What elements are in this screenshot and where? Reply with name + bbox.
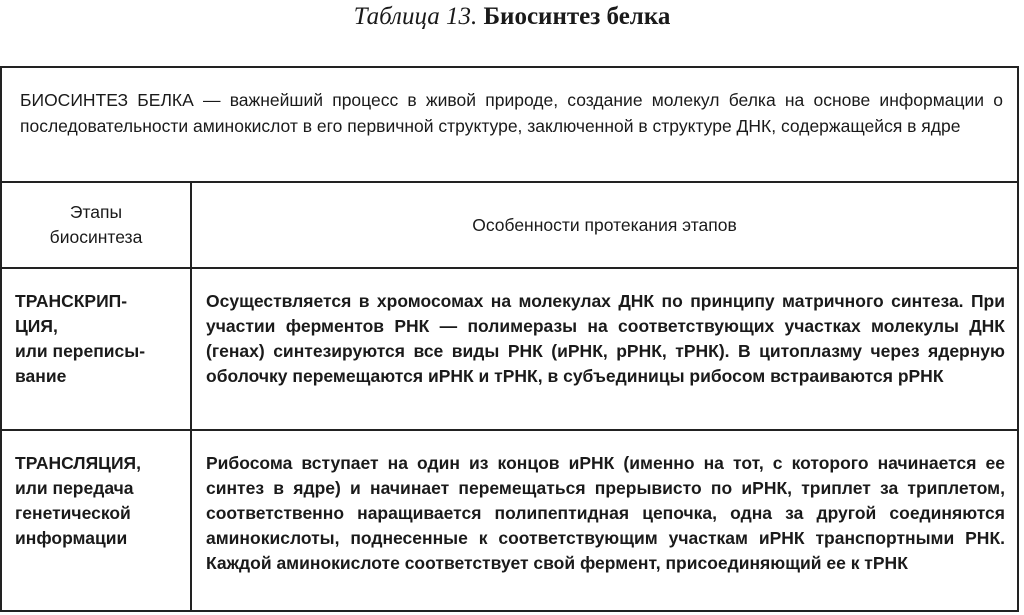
header-stages-cell	[2, 183, 192, 267]
table-header-row	[2, 183, 1017, 269]
table-title: Биосинтез белка	[483, 3, 671, 30]
stage-name-cell	[2, 431, 192, 610]
stage-description-cell	[192, 269, 1017, 429]
biosynthesis-table	[0, 66, 1019, 612]
page-title	[0, 0, 1024, 32]
stage-description-cell	[192, 431, 1017, 610]
header-features-cell	[192, 183, 1017, 267]
stage-name-transcription: ТРАНСКРИП- ЦИЯ, или переписы- вание	[15, 291, 146, 386]
stage-name-translation: ТРАНСЛЯЦИЯ, или передача генетической информации	[15, 453, 141, 548]
table-row-translation	[2, 431, 1017, 610]
stage-name-cell	[2, 269, 192, 429]
table-number: Таблица 13.	[353, 3, 478, 30]
stage-description-transcription: Осуществляется в хромосомах на молекулах ДНК по принципу матричного синтеза. При участии ферментов РНК — полимеразы на соответствующих участках молекулы ДНК (генах) синтезируются все виды РНК (иРНК, рРНК, тРНК). В цитоплазму через ядерную оболочку перемещаются иРНК и тРНК, в субъединицы рибосом встраиваются рРНК	[206, 291, 1005, 386]
header-stages-label: Этапы биосинтеза	[49, 202, 143, 247]
intro-definition: БИОСИНТЕЗ БЕЛКА — важнейший процесс в живой природе, создание молекул белка на основе информации о последовательности аминокислот в его первичной структуре, заключенной в структуре ДНК, содержащейся в ядре	[2, 68, 1017, 183]
stage-description-translation: Рибосома вступает на один из концов иРНК (именно на тот, с которого начинается ее синтез в ядре) и начинает перемещаться прерывисто по иРНК, триплет за триплетом, соответственно наращивается полипептидная цепочка, одна за другой соединяются аминокислоты, поднесенные к соответствующим участкам иРНК транспортными РНК. Каждой аминокислоте соответствует свой фермент, присоединяющий ее к тРНК	[206, 453, 1005, 573]
header-features-label: Особенности протекания этапов	[472, 214, 737, 235]
table-row-transcription	[2, 269, 1017, 431]
